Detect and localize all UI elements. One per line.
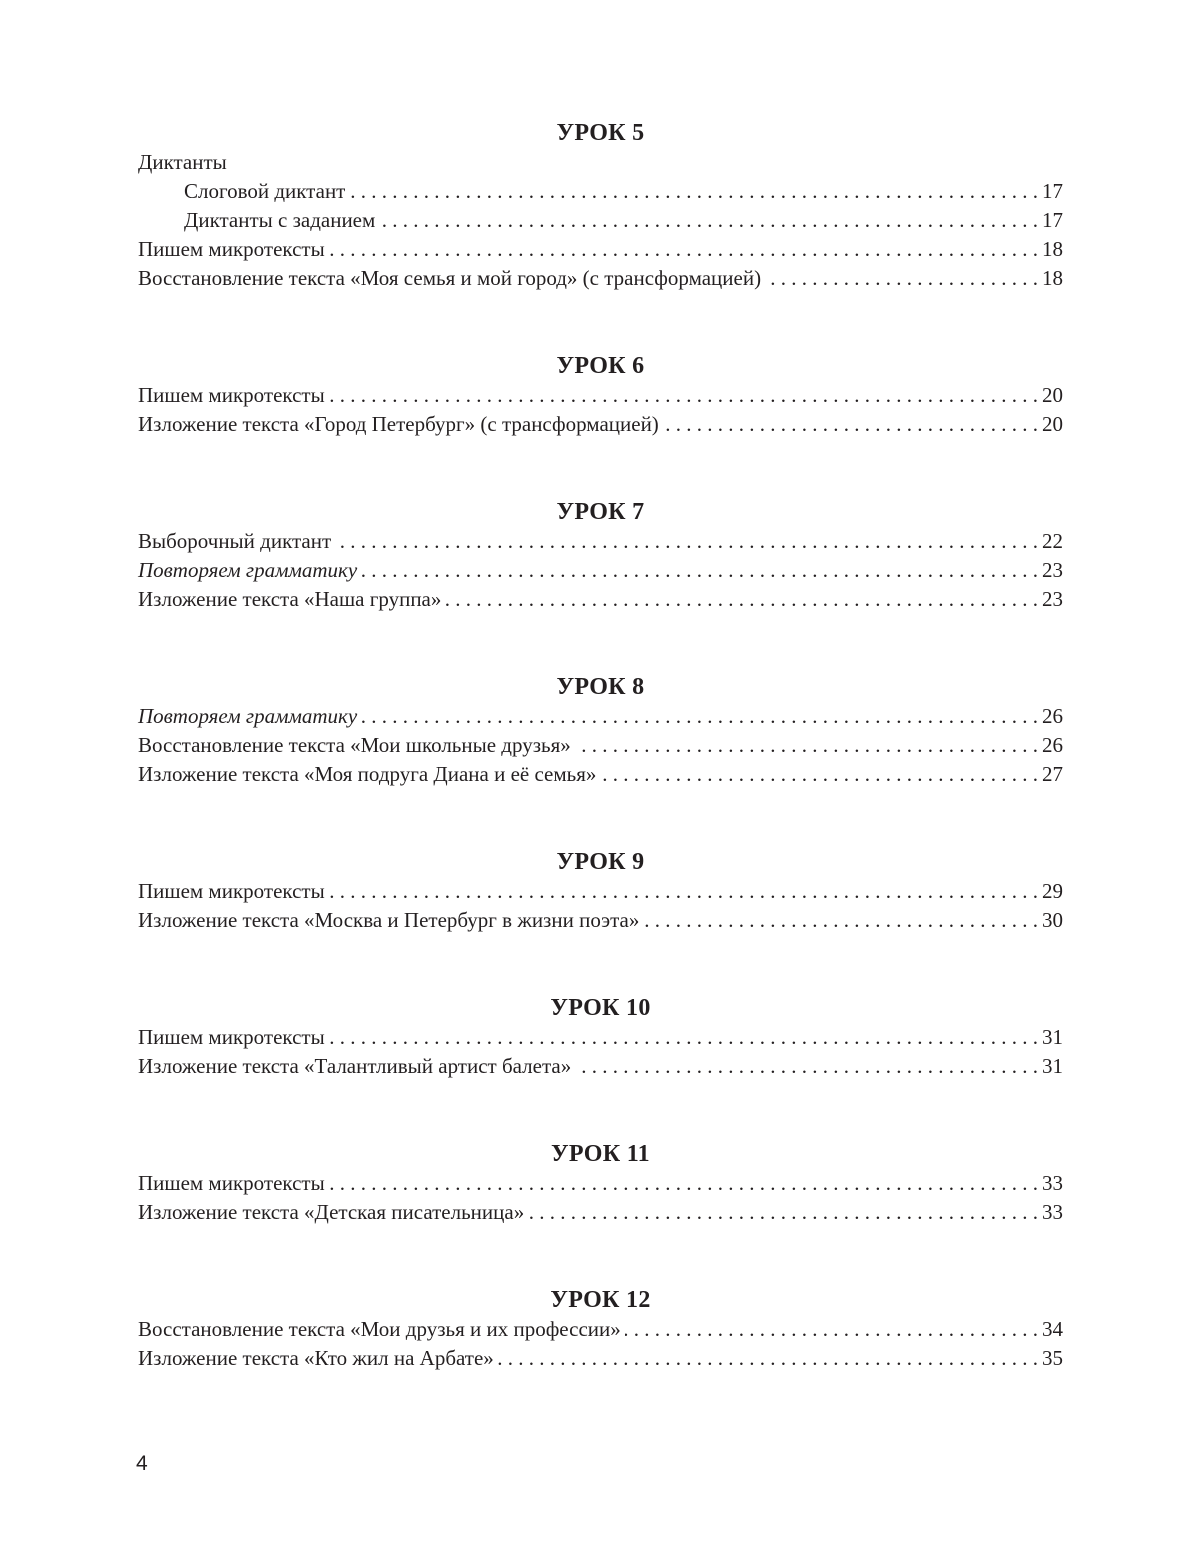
toc-entry-title: Диктанты [138, 150, 227, 174]
dot-leader [361, 702, 1038, 731]
lesson-section [138, 847, 1063, 935]
toc-entry[interactable] [138, 410, 1063, 439]
toc-entry-title: Изложение текста «Город Петербург» (с трансформацией) [138, 412, 659, 436]
page-number: 4 [136, 1452, 148, 1475]
dot-leader [379, 206, 1038, 235]
dot-leader [625, 1315, 1038, 1344]
toc-entry[interactable] [138, 731, 1063, 760]
toc-entry-title: Восстановление текста «Мои друзья и их профессии» [138, 1317, 621, 1341]
toc-entry-page: 23 [1042, 587, 1063, 611]
dot-leader [643, 906, 1038, 935]
toc-entry-page: 31 [1042, 1054, 1063, 1078]
lesson-section [138, 1139, 1063, 1227]
toc-entry[interactable] [138, 877, 1063, 906]
table-of-contents [138, 118, 1063, 1431]
dot-leader [575, 1052, 1038, 1081]
toc-entry-title: Восстановление текста «Мои школьные друзья» [138, 733, 571, 757]
toc-entry[interactable] [138, 1023, 1063, 1052]
toc-entry-page: 17 [1042, 208, 1063, 232]
toc-entry[interactable] [138, 1198, 1063, 1227]
toc-entry-title: Изложение текста «Наша группа» [138, 587, 442, 611]
dot-leader [349, 177, 1038, 206]
toc-entry-title: Пишем микротексты [138, 879, 325, 903]
toc-entry[interactable] [138, 235, 1063, 264]
toc-entry-title: Пишем микротексты [138, 383, 325, 407]
dot-leader [498, 1344, 1038, 1373]
dot-leader [335, 527, 1038, 556]
toc-entry-title: Изложение текста «Кто жил на Арбате» [138, 1346, 494, 1370]
toc-entry-page: 26 [1042, 733, 1063, 757]
toc-entry-title: Восстановление текста «Моя семья и мой город» (с трансформацией) [138, 266, 762, 290]
toc-entry-page: 33 [1042, 1171, 1063, 1195]
lesson-heading: УРОК 7 [556, 499, 645, 525]
dot-leader [600, 760, 1038, 789]
toc-entry-page: 20 [1042, 383, 1063, 407]
toc-entry-title: Слоговой диктант [184, 179, 346, 203]
toc-entry-page: 27 [1042, 762, 1063, 786]
toc-entry[interactable] [138, 527, 1063, 556]
toc-entry-title: Изложение текста «Детская писательница» [138, 1200, 525, 1224]
toc-entry-page: 33 [1042, 1200, 1063, 1224]
toc-entry-title: Изложение текста «Моя подруга Диана и её семья» [138, 762, 597, 786]
dot-leader [575, 731, 1038, 760]
lesson-heading: УРОК 6 [556, 353, 645, 379]
toc-entry-title: Выборочный диктант [138, 529, 332, 553]
toc-entry[interactable] [138, 206, 1063, 235]
lesson-heading: УРОК 5 [556, 120, 645, 146]
dot-leader [361, 556, 1038, 585]
toc-entry-page: 29 [1042, 879, 1063, 903]
toc-entry[interactable] [138, 760, 1063, 789]
dot-leader [663, 410, 1038, 439]
toc-entry-page: 34 [1042, 1317, 1063, 1341]
lesson-section [138, 993, 1063, 1081]
toc-entry-page: 26 [1042, 704, 1063, 728]
toc-entry-title: Изложение текста «Талантливый артист балета» [138, 1054, 572, 1078]
toc-entry-page: 18 [1042, 237, 1063, 261]
lesson-section [138, 672, 1063, 789]
dot-leader [329, 235, 1038, 264]
dot-leader [329, 877, 1038, 906]
dot-leader [329, 1023, 1038, 1052]
dot-leader [765, 264, 1038, 293]
toc-entry-page: 17 [1042, 179, 1063, 203]
toc-entry[interactable] [138, 1169, 1063, 1198]
toc-entry-page: 20 [1042, 412, 1063, 436]
toc-entry[interactable] [138, 148, 1063, 177]
lesson-section [138, 351, 1063, 439]
toc-entry-page: 18 [1042, 266, 1063, 290]
toc-entry[interactable] [138, 177, 1063, 206]
lesson-heading: УРОК 11 [551, 1141, 650, 1167]
toc-entry-title: Изложение текста «Москва и Петербург в жизни поэта» [138, 908, 640, 932]
lesson-heading: УРОК 9 [556, 849, 645, 875]
toc-entry-title: Повторяем грамматику [138, 704, 358, 728]
dot-leader [445, 585, 1038, 614]
toc-entry-page: 22 [1042, 529, 1063, 553]
toc-entry[interactable] [138, 556, 1063, 585]
lesson-section [138, 1285, 1063, 1373]
toc-entry[interactable] [138, 1052, 1063, 1081]
lesson-heading: УРОК 12 [550, 1287, 651, 1313]
toc-entry-page: 35 [1042, 1346, 1063, 1370]
dot-leader [329, 1169, 1038, 1198]
dot-leader [329, 381, 1038, 410]
toc-entry-title: Повторяем грамматику [138, 558, 358, 582]
lesson-heading: УРОК 8 [556, 674, 645, 700]
toc-entry[interactable] [138, 585, 1063, 614]
toc-entry-page: 23 [1042, 558, 1063, 582]
dot-leader [528, 1198, 1038, 1227]
toc-entry[interactable] [138, 264, 1063, 293]
toc-entry[interactable] [138, 702, 1063, 731]
toc-entry[interactable] [138, 1344, 1063, 1373]
lesson-section [138, 118, 1063, 293]
toc-entry-page: 30 [1042, 908, 1063, 932]
lesson-heading: УРОК 10 [550, 995, 651, 1021]
toc-entry[interactable] [138, 381, 1063, 410]
toc-entry-title: Диктанты с заданием [184, 208, 376, 232]
lesson-section [138, 497, 1063, 614]
toc-entry-title: Пишем микротексты [138, 1171, 325, 1195]
toc-entry[interactable] [138, 1315, 1063, 1344]
toc-entry-title: Пишем микротексты [138, 237, 325, 261]
toc-entry-page: 31 [1042, 1025, 1063, 1049]
toc-entry-title: Пишем микротексты [138, 1025, 325, 1049]
toc-entry[interactable] [138, 906, 1063, 935]
